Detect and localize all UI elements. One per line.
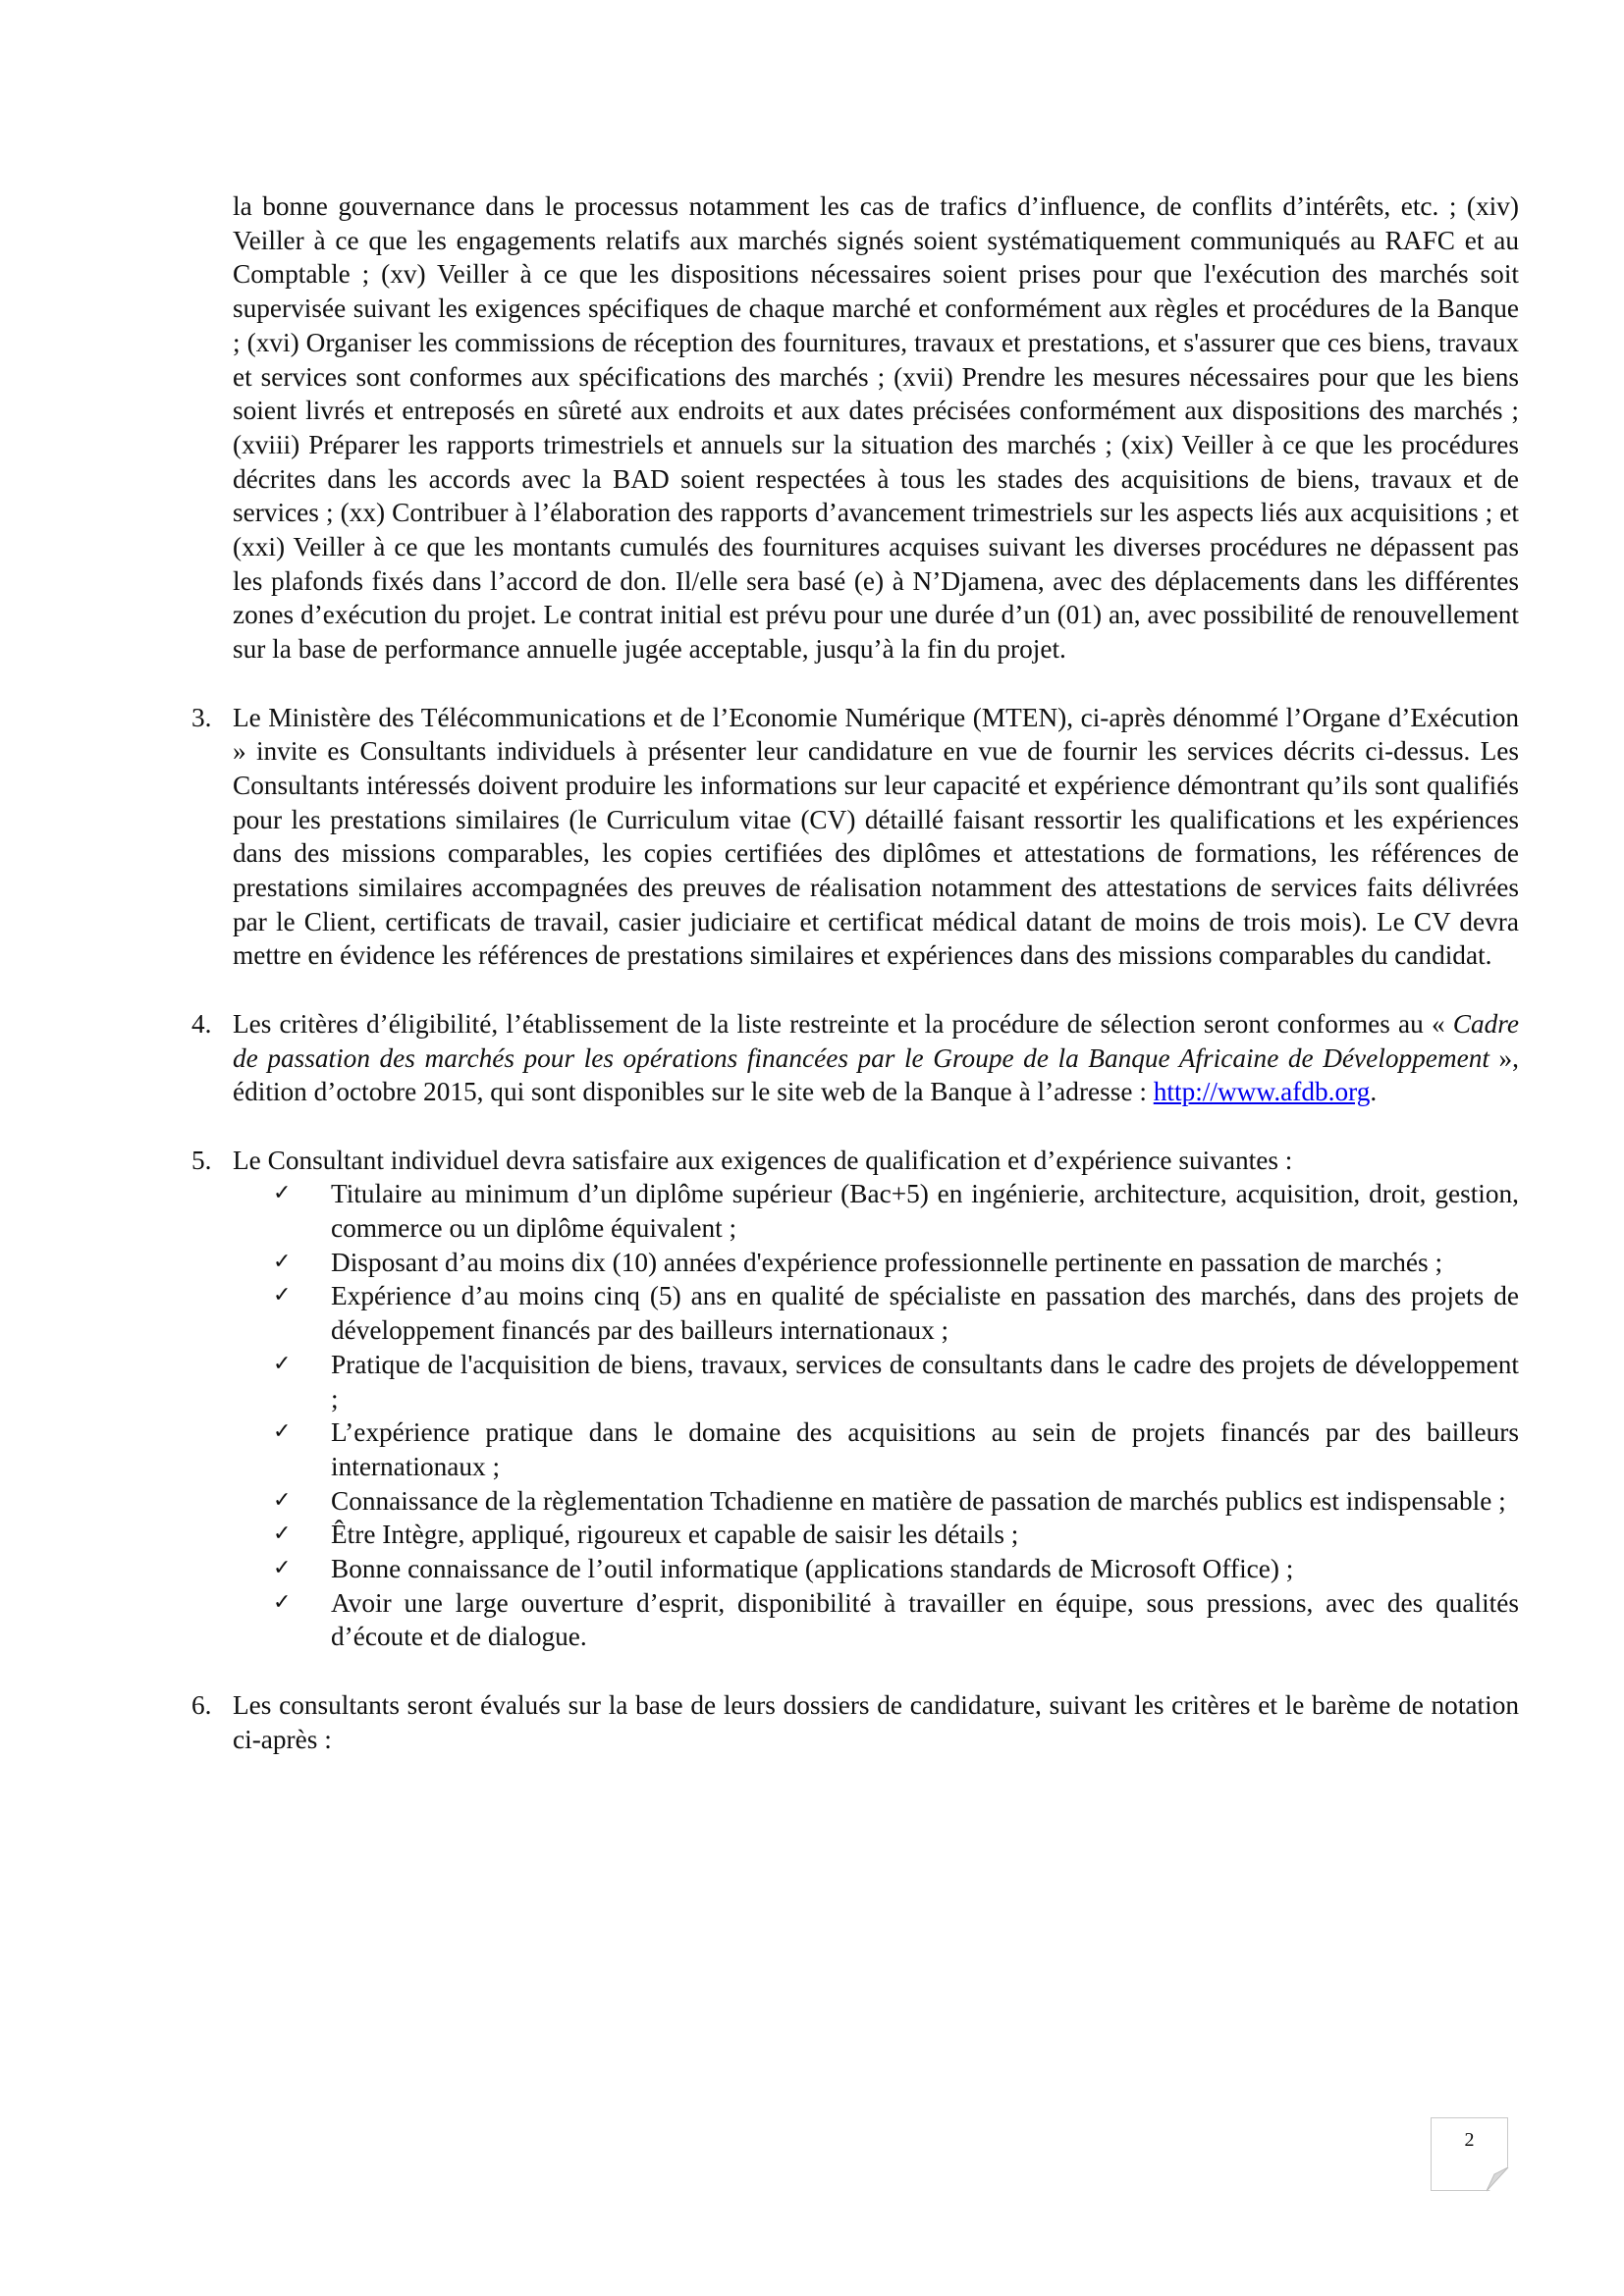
- page-number: 2: [1464, 2129, 1475, 2151]
- document-page: [191, 189, 1519, 1756]
- checkmark-icon: ✓: [273, 1419, 292, 1445]
- checklist-item: ✓ Bonne connaissance de l’outil informatique (applications standards de Microsoft Office) ;: [233, 1552, 1519, 1586]
- checkmark-icon: ✓: [273, 1589, 292, 1615]
- list-item-3: [191, 701, 1519, 974]
- checklist-item: ✓ Avoir une large ouverture d’esprit, disponibilité à travailler en équipe, sous pressions, avec des qualités d’écoute et de dialogue.: [273, 1587, 1519, 1652]
- list-item-6: [191, 1688, 1519, 1756]
- checkmark-icon: ✓: [273, 1522, 292, 1547]
- checkmark-icon: ✓: [273, 1487, 292, 1513]
- checkmark-icon: ✓: [273, 1351, 292, 1376]
- afdb-link[interactable]: http://www.afdb.org: [1153, 1077, 1371, 1107]
- continuation-paragraph: la bonne gouvernance dans le processus notamment les cas de trafics d’influence, de conflits d’intérêts, etc. ; (xiv) Veiller à ce que les engagements relatifs aux marchés signés soient systématiquement communiqués au RAFC et au Comptable ; (xv) Veiller à ce que les dispositions nécessaires soient prises pour que l'exécution des marchés soit supervisée suivant les exigences spécifiques de chaque marché et conformément aux règles et procédures de la Banque ; (xvi) Organiser les commissions de réception des fournitures, travaux et prestations, et s'assurer que ces biens, travaux et services sont conformes aux spécifications des marchés ; (xvii) Prendre les mesures nécessaires pour que les biens soient livrés et entreposés en sûreté aux endroits et aux dates précisées conformément aux dispositions des marchés ; (xviii) Préparer les rapports trimestriels et annuels sur la situation des marchés ; (xix) Veiller à ce que les procédures décrites dans les accords avec la BAD soient respectées à tous les stades des acquisitions de biens, travaux et de services ; (xx) Contribuer à l’élaboration des rapports d’avancement trimestriels sur les aspects liés aux acquisitions ; et (xxi) Veiller à ce que les montants cumulés des fournitures acquises suivant les diverses procédures ne dépassent pas les plafonds fixés dans l’accord de don. Il/elle sera basé (e) à N’Djamena, avec des déplacements dans les différentes zones d’exécution du projet. Le contrat initial est prévu pour une durée d’un (01) an, avec possibilité de renouvellement sur la base de performance annuelle jugée acceptable, jusqu’à la fin du projet.: [233, 191, 1519, 665]
- checklist-item: ✓ L’expérience pratique dans le domaine des acquisitions au sein de projets financés par des bailleurs internationaux ;: [273, 1417, 1519, 1481]
- checkmark-icon: ✓: [273, 1249, 292, 1274]
- item-number: 5.: [191, 1145, 212, 1175]
- item-text: Le Ministère des Télécommunications et de l’Economie Numérique (MTEN), ci-après dénommé l’Organe d’Exécution » invite es Consultants individuels à présenter leur candidature en vue de fournir les services décrits ci-dessus. Les Consultants intéressés doivent produire les informations sur leur capacité et expérience démontrant qu’ils sont qualifiés pour les prestations similaires (le Curriculum vitae (CV) détaillé faisant ressortir les qualifications et les expériences dans des missions comparables, les copies certifiées des diplômes et attestations de formations, les références de prestations similaires accompagnées des preuves de réalisation notamment des attestations de services faits délivrées par le Client, certificats de travail, casier judiciaire et certificat médical datant de moins de trois mois). Le CV devra mettre en évidence les références de prestations similaires et expériences dans des missions comparables du candidat.: [233, 702, 1519, 971]
- checklist-item: ✓ Pratique de l'acquisition de biens, travaux, services de consultants dans le cadre des projets de développement ;: [273, 1349, 1519, 1414]
- checklist-item: ✓ Être Intègre, appliqué, rigoureux et capable de saisir les détails ;: [233, 1518, 1519, 1552]
- checkmark-icon: ✓: [273, 1181, 292, 1206]
- checklist-item: ✓ Connaissance de la règlementation Tchadienne en matière de passation de marchés publics est indispensable ;: [233, 1484, 1519, 1519]
- qualification-checklist: [233, 1177, 1519, 1654]
- item-number: 4.: [191, 1008, 212, 1039]
- item-number: 6.: [191, 1689, 212, 1720]
- list-item-4: [191, 1007, 1519, 1109]
- checklist-item: ✓ Titulaire au minimum d’un diplôme supérieur (Bac+5) en ingénierie, architecture, acquisition, droit, gestion, commerce ou un diplôme équivalent ;: [273, 1179, 1519, 1244]
- item-text: Les critères d’éligibilité, l’établissement de la liste restreinte et la procédure de sélection seront conformes au « Cadre de passation des marchés pour les opérations financées par le Groupe de la Banque Africaine de Développement », édition d’octobre 2015, qui sont disponibles sur le site web de la Banque à l’adresse : http://www.afdb.org.: [233, 1008, 1519, 1107]
- checkmark-icon: ✓: [273, 1556, 292, 1581]
- list-item-5: [191, 1144, 1519, 1655]
- checklist-item: ✓ Disposant d’au moins dix (10) années d'expérience professionnelle pertinente en passation de marchés ;: [233, 1246, 1519, 1280]
- italic-title: Cadre de passation des marchés pour les opérations financées par le Groupe de la Banque Africaine de Développement: [233, 1008, 1519, 1073]
- item-number: 3.: [191, 702, 212, 732]
- checkmark-icon: ✓: [273, 1283, 292, 1308]
- page-number-badge: [1431, 2117, 1509, 2194]
- item-text: Le Consultant individuel devra satisfaire aux exigences de qualification et d’expérience suivantes :: [233, 1145, 1293, 1175]
- item-text: Les consultants seront évalués sur la base de leurs dossiers de candidature, suivant les critères et le barème de notation ci-après :: [233, 1689, 1519, 1754]
- checklist-item: ✓ Expérience d’au moins cinq (5) ans en qualité de spécialiste en passation des marchés, dans des projets de développement financés par des bailleurs internationaux ;: [273, 1281, 1519, 1346]
